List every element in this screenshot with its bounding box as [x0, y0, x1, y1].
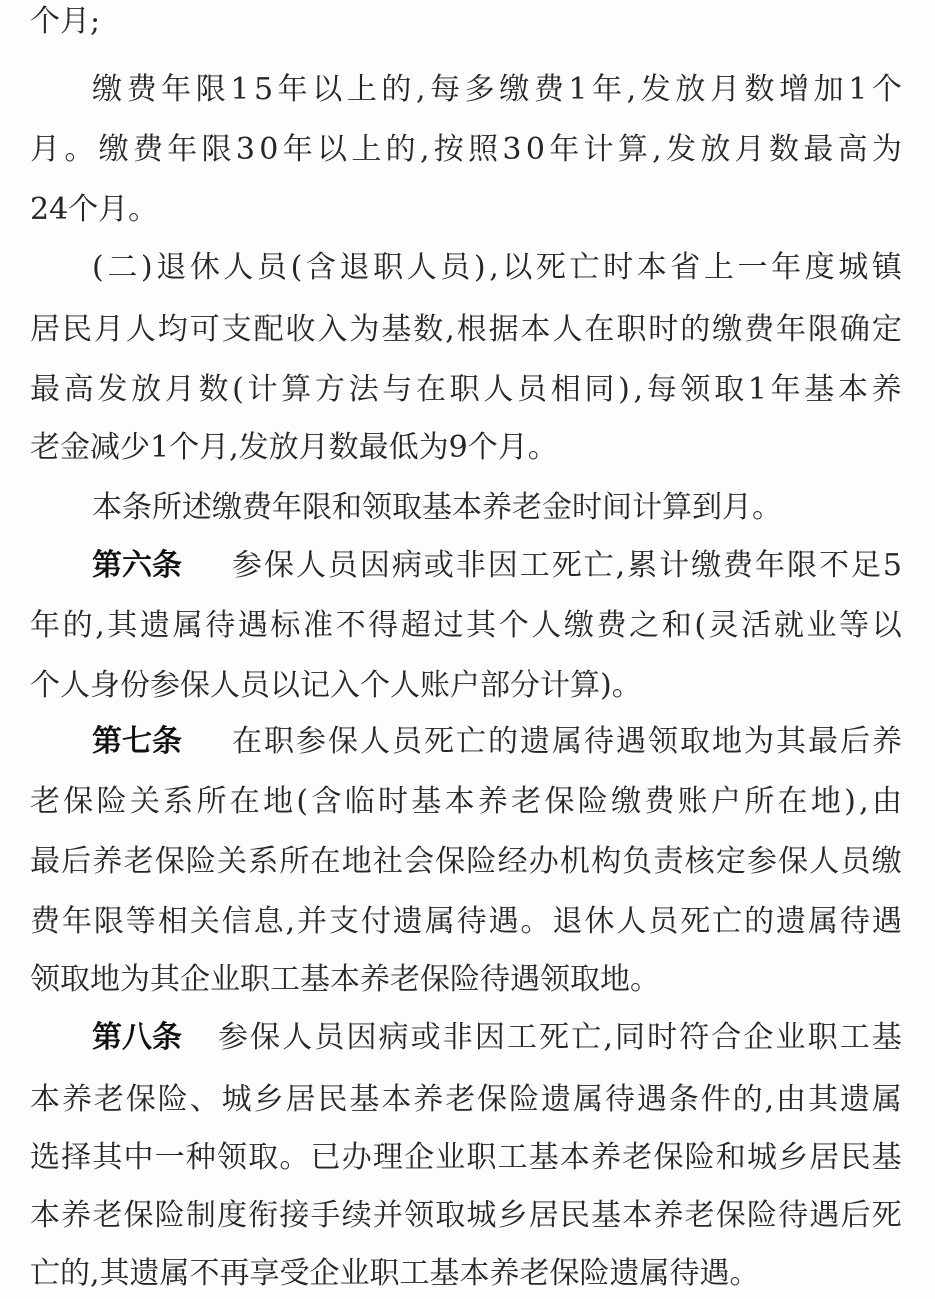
text-line: 领取地为其企业职工基本养老保险待遇领取地。 [30, 962, 660, 997]
text-line: 选 择 其 中 一 种 领 取 。 已 办 理 企 业 职 工 基 本 养 老 保 险 和 城 乡 居 民 基 [30, 1140, 902, 1175]
text-line: 本条所述缴费年限和领取基本养老金时间计算到月。 [92, 490, 782, 525]
text-line: 月 。 缴 费 年 限 3 0 年 以 上 的 , 按 照 3 0 年 计 算 , 发 放 月 数 最 高 为 [30, 132, 902, 167]
article-heading: 第六条 [92, 548, 182, 583]
text-line: 年 的 , 其 遗 属 待 遇 标 准 不 得 超 过 其 个 人 缴 费 之 和 ( 灵 活 就 业 等 以 [30, 608, 902, 643]
text-line: 最 高 发 放 月 数 ( 计 算 方 法 与 在 职 人 员 相 同 ) , 每 领 取 1 年 基 本 养 [30, 372, 902, 407]
text-line: 本 养 老 保 险 制 度 衔 接 手 续 并 领 取 城 乡 居 民 基 本 养 老 保 险 待 遇 后 死 [30, 1198, 902, 1233]
text-line: 参 保 人 员 因 病 或 非 因 工 死 亡 , 累 计 缴 费 年 限 不 足 5 [232, 548, 902, 583]
text-line: 24个月。 [30, 192, 159, 227]
text-line: 缴 费 年 限 1 5 年 以 上 的 , 每 多 缴 费 1 年 , 发 放 月 数 增 加 1 个 [92, 72, 902, 107]
text-line: 费 年 限 等 相 关 信 息 , 并 支 付 遗 属 待 遇 。 退 休 人 员 死 亡 的 遗 属 待 遇 [30, 904, 902, 939]
article-heading: 第八条 [92, 1020, 182, 1055]
text-line: 个人身份参保人员以记入个人账户部分计算)。 [30, 668, 642, 703]
text-line: 亡的,其遗属不再享受企业职工基本养老保险遗属待遇。 [30, 1256, 760, 1291]
text-line: ( 二 ) 退 休 人 员 ( 含 退 职 人 员 ) , 以 死 亡 时 本 省 上 一 年 度 城 镇 [92, 250, 902, 285]
text-line: 参 保 人 员 因 病 或 非 因 工 死 亡 , 同 时 符 合 企 业 职 工 基 [218, 1020, 902, 1055]
article-heading: 第七条 [92, 724, 182, 759]
text-line: 老金减少1个月,发放月数最低为9个月。 [30, 430, 558, 465]
text-line: 本 养 老 保 险 、 城 乡 居 民 基 本 养 老 保 险 遗 属 待 遇 条 件 的 , 由 其 遗 属 [30, 1082, 902, 1117]
text-line: 老 保 险 关 系 所 在 地 ( 含 临 时 基 本 养 老 保 险 缴 费 账 户 所 在 地 ) , 由 [30, 784, 902, 819]
text-line: 在 职 参 保 人 员 死 亡 的 遗 属 待 遇 领 取 地 为 其 最 后 养 [232, 724, 902, 759]
text-line: 最 后 养 老 保 险 关 系 所 在 地 社 会 保 险 经 办 机 构 负 责 核 定 参 保 人 员 缴 [30, 844, 902, 879]
text-line: 居 民 月 人 均 可 支 配 收 入 为 基 数 , 根 据 本 人 在 职 时 的 缴 费 年 限 确 定 [30, 312, 902, 347]
text-line: 个月; [30, 4, 101, 39]
